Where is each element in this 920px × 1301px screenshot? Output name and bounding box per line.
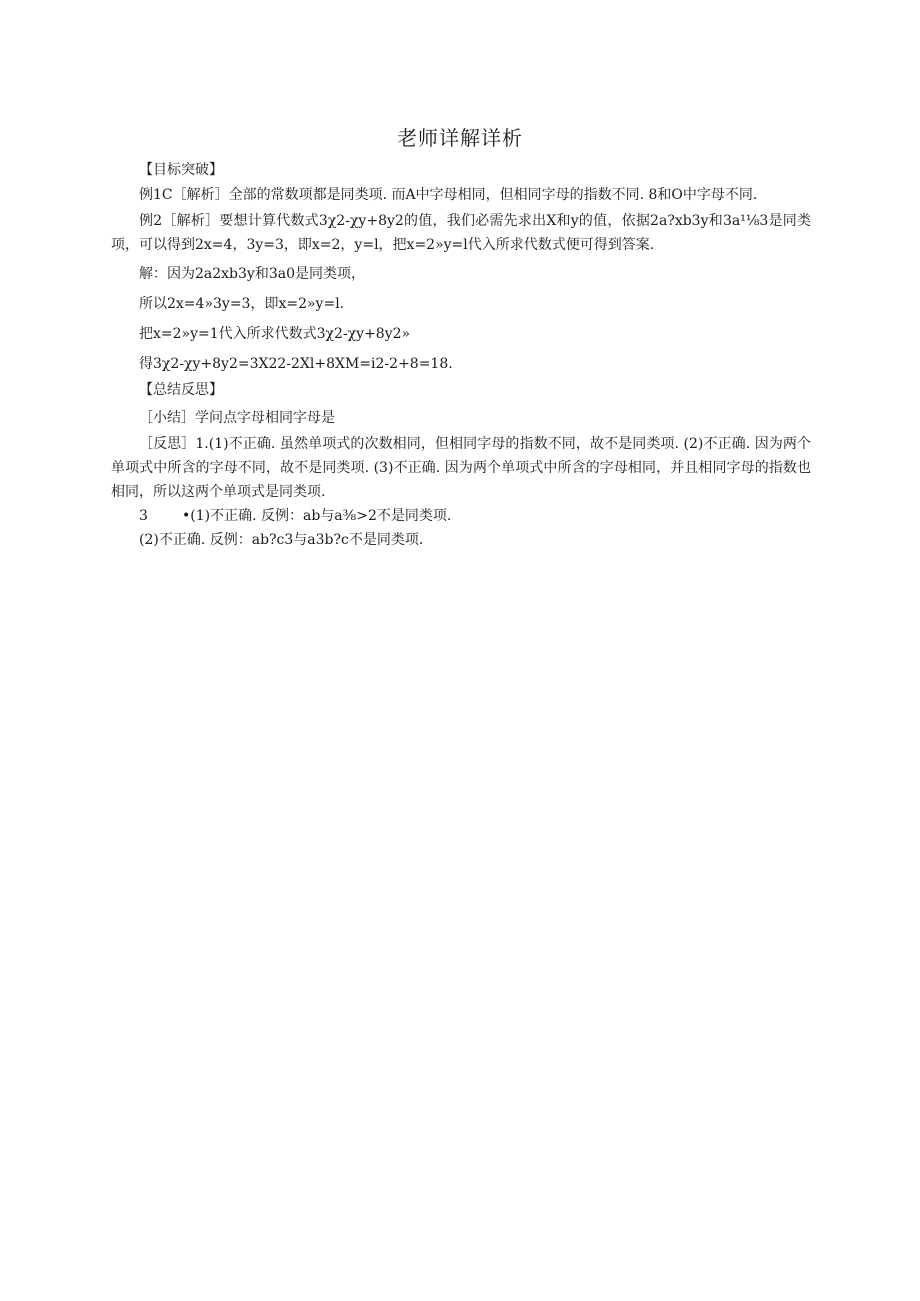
solution-line-2: 所以2x=4»3y=3，即x=2»y=l. [139,296,345,312]
document-title: 老师详解详析 [397,126,523,150]
item-3-text: •(1)不正确. 反例：ab与a⅜>2不是同类项. [182,508,452,524]
reflection-text: ［反思］1.(1)不正确. 虽然单项式的次数相同，但相同字母的指数不同，故不是同类项. (2)不正确. 因为两个单项式中所含的字母不同，故不是同类项. (3)不正确. 因为两个单项式中所含的字母相同，并且相同字母的指数也相同，所以这两个单项式是同类项. [111,436,811,500]
solution-line-1: 解：因为2a2xb3y和3a0是同类项， [139,266,365,282]
solution-line-3: 把x=2»y=1代入所求代数式3χ2-χy+8y2» [139,326,411,342]
example-2-text: 例2［解析］要想计算代数式3χ2-χy+8y2的值，我们必需先求出X和y的值，依据2a?xb3y和3a¹⅛3是同类项，可以得到2x=4，3y=3，即x=2，y=l，把x=2»y=l代入所求代数式便可得到答案. [111,213,811,253]
section-heading-summary: 【总结反思】 [139,382,223,398]
item-3-number: 3 [139,508,148,524]
section-heading-target: 【目标突破】 [139,162,223,178]
solution-line-4: 得3χ2-χy+8y2=3X22-2Xl+8XM=i2-2+8=18. [139,356,453,372]
summary-text: ［小结］学问点字母相同字母是 [139,410,335,426]
example-1-text: 例1C［解析］全部的常数项都是同类项. 而A中字母相同，但相同字母的指数不同. 8和O中字母不同. [139,187,758,203]
item-3-text-2: (2)不正确. 反例：ab?c3与a3b?c不是同类项. [139,532,424,548]
